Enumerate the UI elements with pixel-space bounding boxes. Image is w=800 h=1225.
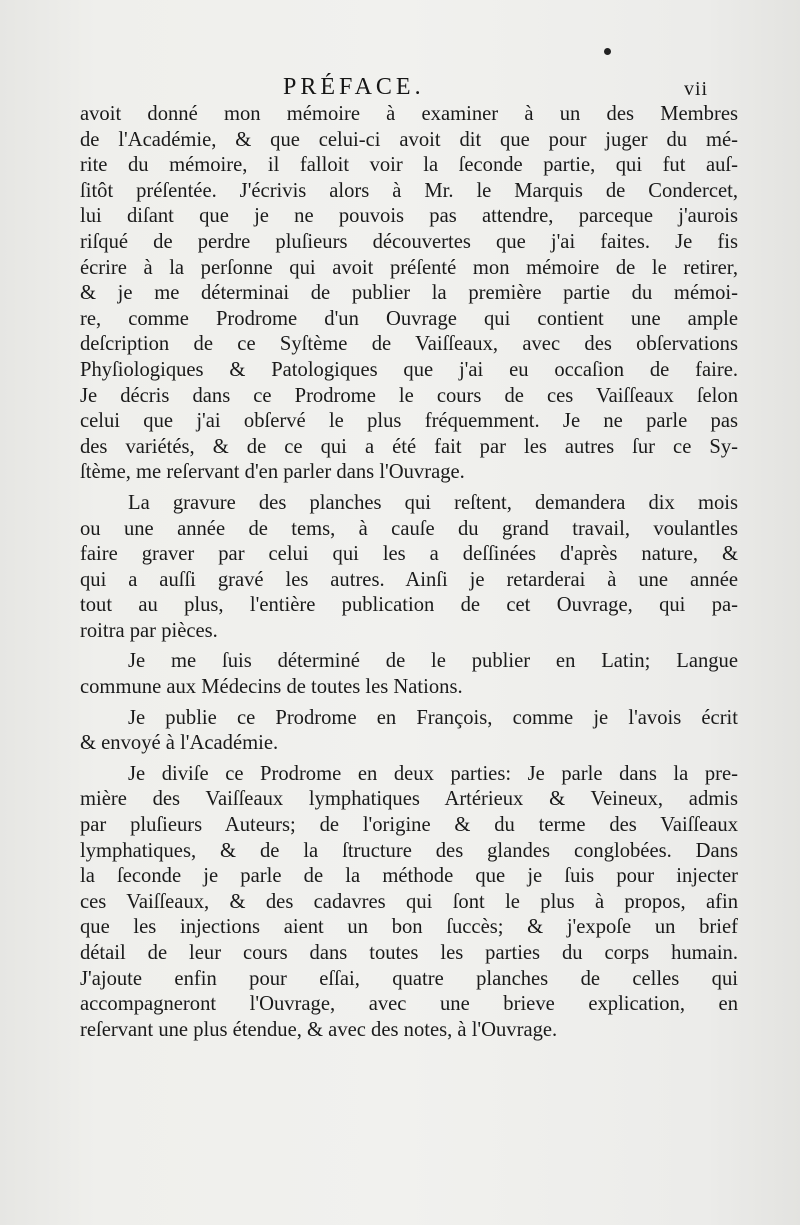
text-line: des variétés, & de ce qui a été fait par les autres ſur ce Sy- <box>80 435 738 458</box>
page-number: vii <box>684 78 709 100</box>
text-line: rite du mémoire, il falloit voir la ſeconde partie, qui fut auſ- <box>80 154 738 177</box>
text-line: avoit donné mon mémoire à examiner à un des Membres <box>80 103 738 125</box>
text-line: détail de leur cours dans toutes les parties du corps humain. <box>80 942 738 964</box>
text-line: ou une année de tems, à cauſe du grand travail, voulantles <box>80 517 738 540</box>
text-line: reſervant une plus étendue, & avec des notes, à l'Ouvrage. <box>80 1018 558 1041</box>
page-title: PRÉFACE. <box>283 74 425 100</box>
paragraph <box>80 102 738 486</box>
text-line: J'ajoute enfin pour eſſai, quatre planches de celles qui <box>80 967 738 990</box>
text-line: Je me ſuis déterminé de le publier en Latin; Langue <box>128 650 738 673</box>
text-line: & je me déterminai de publier la première partie du mémoi- <box>80 282 738 305</box>
text-line: re, comme Prodrome d'un Ouvrage qui contient une ample <box>80 307 738 330</box>
preface-body <box>80 102 738 1043</box>
text-line: La gravure des planches qui reſtent, demandera dix mois <box>128 491 738 514</box>
paragraph <box>80 649 738 700</box>
paragraph <box>80 491 738 645</box>
text-line: Phyſiologiques & Patologiques que j'ai eu occaſion de faire. <box>80 358 738 381</box>
text-line: écrire à la perſonne qui avoit préſenté mon mémoire de le retirer, <box>80 256 738 279</box>
text-line: Je publie ce Prodrome en François, comme je l'avois écrit <box>128 706 738 729</box>
text-line: de l'Académie, & que celui-ci avoit dit que pour juger du mé- <box>80 128 738 151</box>
text-line: accompagneront l'Ouvrage, avec une brieve explication, en <box>80 993 738 1016</box>
text-line: ſtème, me reſervant d'en parler dans l'Ouvrage. <box>80 461 465 484</box>
paragraph <box>80 706 738 757</box>
text-line: la ſeconde je parle de la méthode que je ſuis pour injecter <box>80 865 738 888</box>
text-line: Je décris dans ce Prodrome le cours de ces Vaiſſeaux ſelon <box>80 384 738 407</box>
text-line: riſqué de perdre pluſieurs découvertes que j'ai faites. Je fis <box>80 230 738 253</box>
text-line: qui a auſſi gravé les autres. Ainſi je retarderai à une année <box>80 568 738 591</box>
text-line: Je diviſe ce Prodrome en deux parties: Je parle dans la pre- <box>128 762 738 785</box>
text-line: par pluſieurs Auteurs; de l'origine & du terme des Vaiſſeaux <box>80 814 738 837</box>
text-line: que les injections aient un bon ſuccès; & j'expoſe un brief <box>80 916 738 939</box>
text-line: lui diſant que je ne pouvois pas attendre, parceque j'aurois <box>80 205 738 228</box>
printer-ornament-dot <box>604 48 611 55</box>
text-line: faire graver par celui qui les a deſſinées d'après nature, & <box>80 543 738 566</box>
text-line: roitra par pièces. <box>80 619 218 642</box>
text-line: lymphatiques, & de la ſtructure des glandes conglobées. Dans <box>80 839 738 862</box>
text-line: mière des Vaiſſeaux lymphatiques Artérieux & Veineux, admis <box>80 788 738 811</box>
text-line: deſcription de ce Syſtème de Vaiſſeaux, avec des obſervations <box>80 333 738 356</box>
running-head <box>0 74 800 104</box>
text-line: ces Vaiſſeaux, & des cadavres qui ſont le plus à propos, afin <box>80 890 738 913</box>
text-line: & envoyé à l'Académie. <box>80 732 279 755</box>
text-line: commune aux Médecins de toutes les Nations. <box>80 676 463 699</box>
text-line: ſitôt préſentée. J'écrivis alors à Mr. le Marquis de Condercet, <box>80 179 738 202</box>
paragraph <box>80 762 738 1044</box>
text-line: tout au plus, l'entière publication de cet Ouvrage, qui pa- <box>80 594 738 617</box>
text-line: celui que j'ai obſervé le plus fréquemment. Je ne parle pas <box>80 410 738 433</box>
